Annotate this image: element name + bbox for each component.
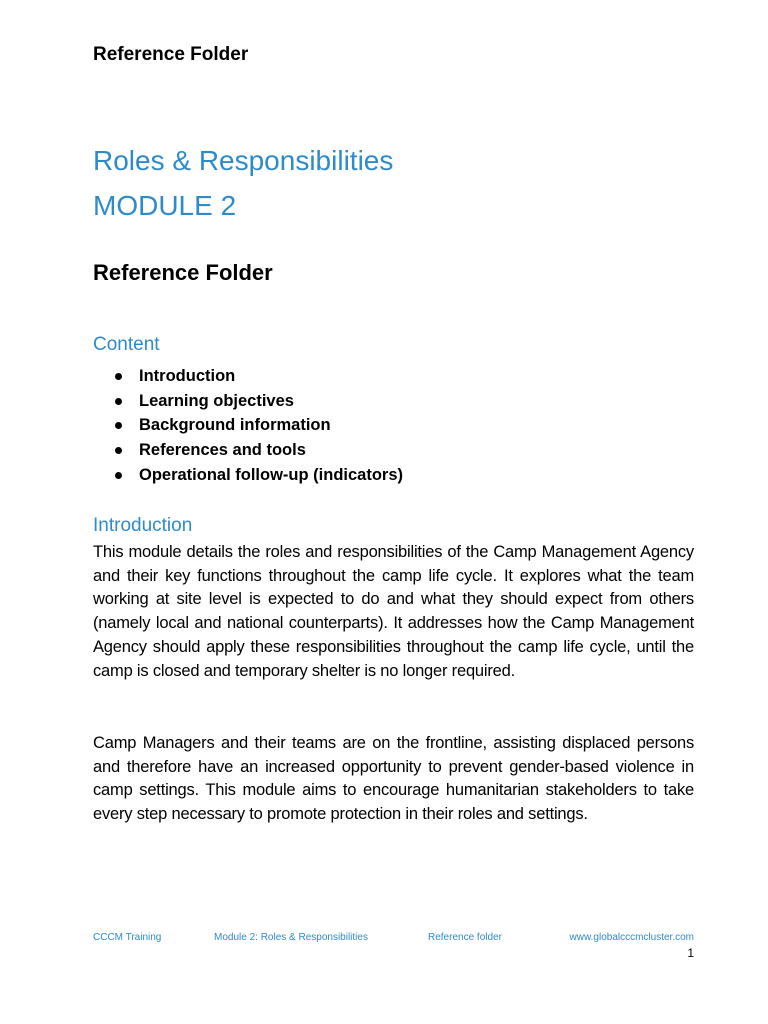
content-list-item xyxy=(115,438,403,463)
content-list-item xyxy=(115,463,403,488)
footer-training-label: CCCM Training xyxy=(93,932,162,943)
document-title-line-1: Roles & Responsibilities xyxy=(93,145,394,176)
content-list-item-label: Background information xyxy=(139,416,331,435)
footer-module-label: Module 2: Roles & Responsibilities xyxy=(214,932,368,943)
bullet-icon xyxy=(115,472,122,479)
introduction-heading: Introduction xyxy=(93,515,193,536)
content-heading: Content xyxy=(93,334,160,355)
page-number: 1 xyxy=(687,946,694,960)
document-page xyxy=(93,0,694,1024)
introduction-paragraph-1: This module details the roles and responsibilities of the Camp Management Agency and their key functions throughout the camp life cycle. It explores what the team working at site level is expected to do and what they should expect from others (namely local and national counterparts). It addresses how the Camp Management Agency should apply these responsibilities throughout the camp life cycle, until the camp is closed and temporary shelter is no longer required. xyxy=(93,543,694,680)
bullet-icon xyxy=(115,447,122,454)
content-list-item xyxy=(115,364,403,389)
content-list-item-label: References and tools xyxy=(139,441,306,460)
running-header: Reference Folder xyxy=(93,44,249,65)
page-footer xyxy=(93,932,694,946)
document-title xyxy=(93,138,393,228)
content-list-item xyxy=(115,413,403,438)
footer-website-link[interactable]: www.globalcccmcluster.com xyxy=(569,932,694,943)
bullet-icon xyxy=(115,373,122,380)
bullet-icon xyxy=(115,422,122,429)
content-list-item xyxy=(115,389,403,414)
document-subtitle: Reference Folder xyxy=(93,260,273,285)
footer-folder-label: Reference folder xyxy=(428,932,502,943)
content-list-item-label: Operational follow-up (indicators) xyxy=(139,465,403,484)
bullet-icon xyxy=(115,398,122,405)
content-list-item-label: Introduction xyxy=(139,367,236,385)
document-title-line-2: MODULE 2 xyxy=(93,190,237,221)
content-list xyxy=(115,364,403,488)
content-list-item-label: Learning objectives xyxy=(139,391,294,410)
introduction-paragraph-2: Camp Managers and their teams are on the frontline, assisting displaced persons and therefore have an increased opportunity to prevent gender-based violence in camp settings. This module aims to encourage humanitarian stakeholders to take every step necessary to promote protection in their roles and settings. xyxy=(93,734,694,824)
